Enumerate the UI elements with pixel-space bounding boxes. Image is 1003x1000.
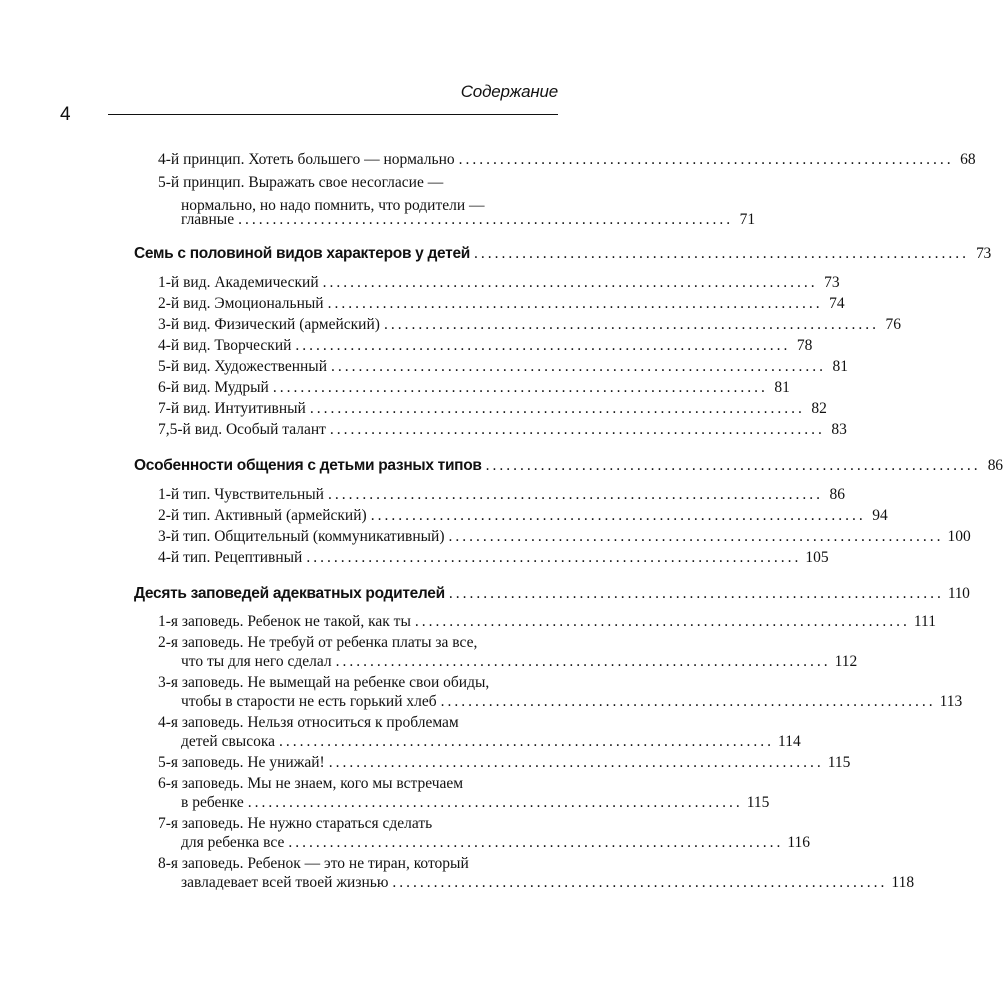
toc-entry-continuation xyxy=(181,209,756,231)
leader-dots: ........................................................................ xyxy=(247,794,743,811)
toc-section-page: 73 xyxy=(976,245,992,262)
toc-entry-text: 3-й тип. Общительный (коммуникативный) xyxy=(158,528,445,545)
toc-section xyxy=(134,583,970,605)
toc-entry-text: 3-я заповедь. Не вымещай на ребенке свои обиды, xyxy=(158,674,490,691)
leader-dots: ........................................................................ xyxy=(328,754,824,771)
leader-dots: ........................................................................ xyxy=(485,457,981,474)
toc-section xyxy=(134,243,992,265)
toc-entry-text: 1-й вид. Академический xyxy=(158,274,319,291)
toc-entry-page: 112 xyxy=(834,653,858,670)
header-title: Содержание xyxy=(460,82,558,101)
toc-entry-continuation xyxy=(181,832,811,854)
toc-entry-text: 3-й вид. Физический (армейский) xyxy=(158,316,380,333)
toc-entry-page: 105 xyxy=(805,549,829,566)
leader-dots: ........................................................................ xyxy=(279,733,775,750)
leader-dots: ........................................................................ xyxy=(309,400,805,417)
toc-entry-continuation xyxy=(181,731,801,753)
toc-section xyxy=(134,455,1003,477)
toc-entry-text: главные xyxy=(181,211,235,228)
leader-dots: ........................................................................ xyxy=(414,613,910,630)
leader-dots: ........................................................................ xyxy=(331,358,827,375)
toc-entry-page: 86 xyxy=(829,486,845,503)
leader-dots: ........................................................................ xyxy=(383,316,879,333)
toc-entry-continuation xyxy=(181,691,963,713)
toc-entry xyxy=(158,547,829,569)
toc-entry xyxy=(158,505,888,527)
toc-entry-page: 68 xyxy=(960,151,976,168)
toc-entry-page: 111 xyxy=(913,613,936,630)
toc-entry-text: 1-й тип. Чувствительный xyxy=(158,486,324,503)
toc-entry-text: в ребенке xyxy=(181,794,244,811)
toc-entry-text: что ты для него сделал xyxy=(181,653,332,670)
leader-dots: ........................................................................ xyxy=(288,834,784,851)
leader-dots: ........................................................................ xyxy=(238,211,734,228)
toc-section-title: Десять заповедей адекватных родителей xyxy=(134,585,445,602)
leader-dots: ........................................................................ xyxy=(335,653,831,670)
toc-entry-text: 7-й вид. Интуитивный xyxy=(158,400,306,417)
toc-entry-page: 116 xyxy=(787,834,811,851)
toc-entry xyxy=(158,314,901,336)
toc-entry-text: 2-я заповедь. Не требуй от ребенка платы за все, xyxy=(158,634,478,651)
toc-entry-page: 76 xyxy=(885,316,901,333)
toc-entry xyxy=(158,172,556,194)
leader-dots: ........................................................................ xyxy=(370,507,866,524)
toc-entry-text: завладевает всей твоей жизнью xyxy=(181,874,389,891)
leader-dots: ........................................................................ xyxy=(448,528,944,545)
toc-entry-text: 6-я заповедь. Мы не знаем, кого мы встречаем xyxy=(158,775,464,792)
toc-entry-continuation xyxy=(181,651,858,673)
toc-entry xyxy=(158,526,971,548)
toc-entry-continuation xyxy=(181,872,915,894)
toc-section-title: Особенности общения с детьми разных типов xyxy=(134,457,482,474)
toc-entry-text: 1-я заповедь. Ребенок не такой, как ты xyxy=(158,613,411,630)
toc-entry xyxy=(158,335,813,357)
toc-entry-text: 2-й вид. Эмоциональный xyxy=(158,295,324,312)
toc-section-title: Семь с половиной видов характеров у детей xyxy=(134,245,471,262)
toc-entry-text: 4-й вид. Творческий xyxy=(158,337,292,354)
toc-entry-text: 5-й вид. Художественный xyxy=(158,358,328,375)
toc-entry-continuation xyxy=(181,792,770,814)
toc-entry xyxy=(158,356,849,378)
toc-entry xyxy=(158,398,827,420)
toc-entry-text: 4-й принцип. Хотеть большего — нормально xyxy=(158,151,455,168)
toc-section-page: 86 xyxy=(987,457,1003,474)
leader-dots: ........................................................................ xyxy=(327,295,823,312)
toc-entry-page: 94 xyxy=(872,507,888,524)
toc-entry-page: 81 xyxy=(832,358,849,375)
toc-entry-text: 4-я заповедь. Нельзя относиться к проблемам xyxy=(158,714,459,731)
toc-entry xyxy=(158,419,847,441)
toc-entry-text: детей свысока xyxy=(181,733,276,750)
toc-entry-page: 100 xyxy=(947,528,971,545)
leader-dots: ........................................................................ xyxy=(458,151,954,168)
toc-entry xyxy=(158,293,845,315)
toc-entry xyxy=(158,149,976,171)
toc-entry-text: для ребенка все xyxy=(181,834,285,851)
toc-entry xyxy=(158,484,845,506)
toc-entry-page: 71 xyxy=(739,211,756,228)
leader-dots: ........................................................................ xyxy=(440,693,936,710)
toc-entry-text: 2-й тип. Активный (армейский) xyxy=(158,507,367,524)
leader-dots: ........................................................................ xyxy=(295,337,791,354)
toc-entry-text: 5-я заповедь. Не унижай! xyxy=(158,754,325,771)
toc-entry-page: 114 xyxy=(778,733,801,750)
leader-dots: ........................................................................ xyxy=(327,486,823,503)
toc-entry-page: 115 xyxy=(746,794,770,811)
toc-entry-text: нормально, но надо помнить, что родители — xyxy=(181,197,485,214)
leader-dots: ........................................................................ xyxy=(448,585,944,602)
page-number: 4 xyxy=(60,104,71,125)
toc-entry-text: 7-я заповедь. Не нужно стараться сделать xyxy=(158,815,433,832)
toc-section-page: 110 xyxy=(947,585,970,602)
toc-entry-page: 74 xyxy=(829,295,845,312)
toc-entry-text: 4-й тип. Рецептивный xyxy=(158,549,303,566)
toc-entry-text: 7,5-й вид. Особый талант xyxy=(158,421,326,438)
toc-entry-page: 78 xyxy=(796,337,813,354)
toc-entry-text: 6-й вид. Мудрый xyxy=(158,379,269,396)
toc-entry xyxy=(158,752,851,774)
toc-entry xyxy=(158,611,936,633)
toc-entry-text: 5-й принцип. Выражать свое несогласие — xyxy=(158,174,444,191)
leader-dots: ........................................................................ xyxy=(474,245,970,262)
toc-entry-page: 113 xyxy=(939,693,963,710)
toc-entry xyxy=(158,272,840,294)
toc-entry-page: 118 xyxy=(891,874,915,891)
toc-entry-text: 8-я заповедь. Ребенок — это не тиран, который xyxy=(158,855,469,872)
toc-entry-page: 83 xyxy=(831,421,847,438)
leader-dots: ........................................................................ xyxy=(329,421,825,438)
toc-entry-page: 82 xyxy=(811,400,827,417)
leader-dots: ........................................................................ xyxy=(392,874,888,891)
leader-dots: ........................................................................ xyxy=(322,274,818,291)
toc-entry xyxy=(158,377,790,399)
leader-dots: ........................................................................ xyxy=(272,379,768,396)
leader-dots: ........................................................................ xyxy=(306,549,802,566)
toc-entry-page: 73 xyxy=(824,274,840,291)
toc-entry-page: 81 xyxy=(774,379,790,396)
toc-entry-text: чтобы в старости не есть горький хлеб xyxy=(181,693,437,710)
toc-entry-page: 115 xyxy=(827,754,851,771)
